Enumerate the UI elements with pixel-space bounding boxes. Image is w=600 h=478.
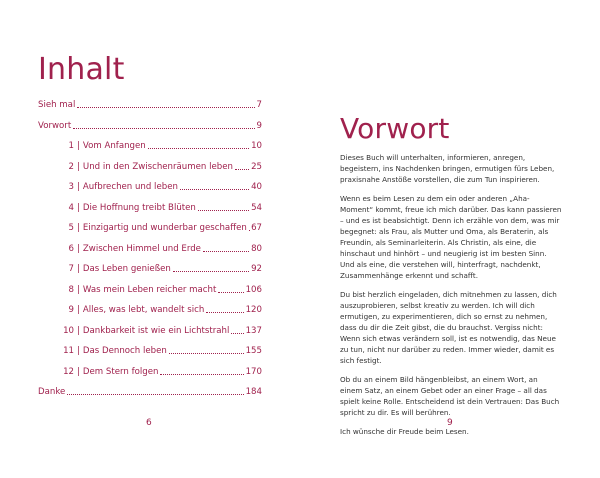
toc-entry-separator: | (77, 264, 80, 274)
toc-entry-separator: | (77, 202, 80, 213)
toc-entry[interactable] (38, 322, 262, 336)
toc-entry[interactable] (38, 178, 262, 192)
toc-entry-page: 137 (245, 325, 262, 336)
toc-entry-number: 3 (68, 182, 74, 192)
toc-entry[interactable] (38, 199, 262, 213)
toc-entry-number: 1 (68, 141, 74, 151)
toc-entry-number: 8 (68, 284, 74, 295)
toc-entry-page: 67 (251, 223, 262, 233)
toc-leader-dots (169, 353, 244, 354)
toc-entry[interactable] (38, 158, 262, 172)
toc-entry-separator: | (77, 223, 80, 233)
preface-paragraph-4: Ob du an einem Bild hängenbleibst, an einem Wort, an einem Satz, an einem Gebet oder an einer Frage – all das spielt keine Rolle. Entscheidend ist dein Vertrauen: Das Buch spricht zu dir. Es will berühren. (340, 375, 560, 417)
toc-leader-dots (160, 374, 243, 375)
toc-entry-separator: | (77, 182, 80, 192)
toc-entry-title: Und in den Zwischenräumen leben (82, 161, 233, 172)
page-number-right: 9 (447, 418, 453, 428)
toc-leader-dots (67, 394, 243, 395)
toc-entry-page: 40 (251, 182, 262, 192)
toc-entry[interactable] (38, 363, 262, 377)
toc-entry-number: 11 (63, 346, 74, 356)
toc-entry-title: Sieh mal (38, 100, 76, 110)
toc-entry-number: 4 (68, 202, 74, 213)
toc-entry[interactable] (38, 96, 262, 110)
toc-entry-separator: | (77, 325, 80, 336)
toc-leader-dots (235, 169, 249, 170)
toc-entry-title: Zwischen Himmel und Erde (82, 243, 201, 254)
toc-entry-separator: | (77, 284, 80, 295)
toc-entry-page: 7 (256, 100, 262, 110)
toc-entry-title: Vorwort (38, 120, 72, 131)
toc-entry-number: 12 (63, 366, 74, 377)
toc-entry-page: 10 (251, 141, 262, 151)
preface-body (340, 152, 562, 445)
toc-leader-dots (203, 251, 249, 252)
toc-leader-dots (77, 107, 254, 108)
toc-leader-dots (206, 312, 243, 313)
toc-entry[interactable] (38, 342, 262, 356)
toc-leader-dots (218, 292, 243, 293)
toc-entry-title: Aufbrechen und leben (82, 182, 178, 192)
toc-entry-page: 106 (245, 284, 262, 295)
toc-entry-page: 9 (256, 120, 262, 131)
toc-entry-title: Danke (38, 387, 66, 397)
toc-entry-title: Vom Anfangen (82, 141, 146, 151)
toc-entry[interactable] (38, 240, 262, 254)
toc-leader-dots (198, 210, 249, 211)
toc-entry-title: Das Dennoch leben (82, 346, 167, 356)
preface-paragraph-1: Dieses Buch will unterhalten, informieren, anregen, begeistern, ins Nachdenken bringen, ermutigen fürs Leben, praxisnahe Anstöße vorstellen, die zum Tun inspirieren. (340, 153, 555, 184)
toc-entry-title: Dem Stern folgen (82, 366, 159, 377)
toc-entry-page: 170 (245, 366, 262, 377)
toc-entry[interactable] (38, 117, 262, 131)
toc-leader-dots (231, 333, 243, 334)
toc-entry-title: Alles, was lebt, wandelt sich (82, 305, 205, 315)
preface-paragraph-5: Ich wünsche dir Freude beim Lesen. (340, 427, 469, 436)
right-page (300, 0, 600, 478)
toc-entry-number: 7 (68, 264, 74, 274)
toc-entry-title: Die Hoffnung treibt Blüten (82, 202, 196, 213)
toc-entry[interactable] (38, 383, 262, 397)
page-number-left: 6 (146, 418, 152, 428)
toc-entry-page: 54 (251, 202, 262, 213)
toc-entry-separator: | (77, 305, 80, 315)
toc-heading: Inhalt (38, 52, 125, 87)
toc-entry-number: 9 (68, 305, 74, 315)
preface-paragraph-2: Wenn es beim Lesen zu dem ein oder anderen „Aha-Moment“ kommt, freue ich mich darüber. Das kann passieren – und es ist beabsichtigt. Denn ich erzähle von dem, was mir begegnet: als Frau, als Mutter und Oma, als Beraterin, als Freundin, als Seminarleiterin. Als Christin, als eine, die hinschaut und hinhört – und neugierig ist im besten Sinn. Und als eine, die verstehen will, hinterfragt, nachdenkt, Zusammenhänge erkennt und schafft. (340, 194, 562, 280)
toc-leader-dots (173, 271, 249, 272)
toc-entry-title: Das Leben genießen (82, 264, 171, 274)
toc-entry[interactable] (38, 219, 262, 233)
toc-entry-page: 92 (251, 264, 262, 274)
toc-leader-dots (148, 148, 249, 149)
toc-entry-number: 2 (68, 161, 74, 172)
toc-entry-page: 80 (251, 243, 262, 254)
toc-entry-page: 25 (251, 161, 262, 172)
toc-entry-separator: | (77, 161, 80, 172)
toc-entry-separator: | (77, 346, 80, 356)
toc-entry-number: 10 (63, 325, 74, 336)
toc-entry[interactable] (38, 260, 262, 274)
toc-entry-separator: | (77, 366, 80, 377)
toc-entry-title: Dankbarkeit ist wie ein Lichtstrahl (82, 325, 230, 336)
toc-entry[interactable] (38, 301, 262, 315)
toc-entry-page: 120 (245, 305, 262, 315)
toc-entry[interactable] (38, 281, 262, 295)
toc-entry[interactable] (38, 137, 262, 151)
preface-heading: Vorwort (340, 112, 450, 145)
toc-entry-page: 184 (245, 387, 262, 397)
toc-entry-title: Einzigartig und wunderbar geschaffen (82, 223, 247, 233)
toc-entry-page: 155 (245, 346, 262, 356)
toc-leader-dots (180, 189, 249, 190)
toc-entry-number: 6 (68, 243, 74, 254)
toc-entry-title: Was mein Leben reicher macht (82, 284, 217, 295)
preface-paragraph-3: Du bist herzlich eingeladen, dich mitnehmen zu lassen, dich auszuprobieren, selbst kreativ zu werden. Ich will dich ermutigen, zu experimentieren, dich so ernst zu nehmen, dass du dir die Zeit gibst, die du brauchst. Vergiss nicht: Wenn sich etwas verändern soll, ist es notwendig, das Neue zu tun, nicht nur darüber zu reden. Immer wieder, damit es sich festigt. (340, 290, 557, 365)
toc-entry-separator: | (77, 243, 80, 254)
toc-entry-separator: | (77, 141, 80, 151)
toc-leader-dots (73, 128, 254, 129)
toc-entry-number: 5 (68, 223, 74, 233)
